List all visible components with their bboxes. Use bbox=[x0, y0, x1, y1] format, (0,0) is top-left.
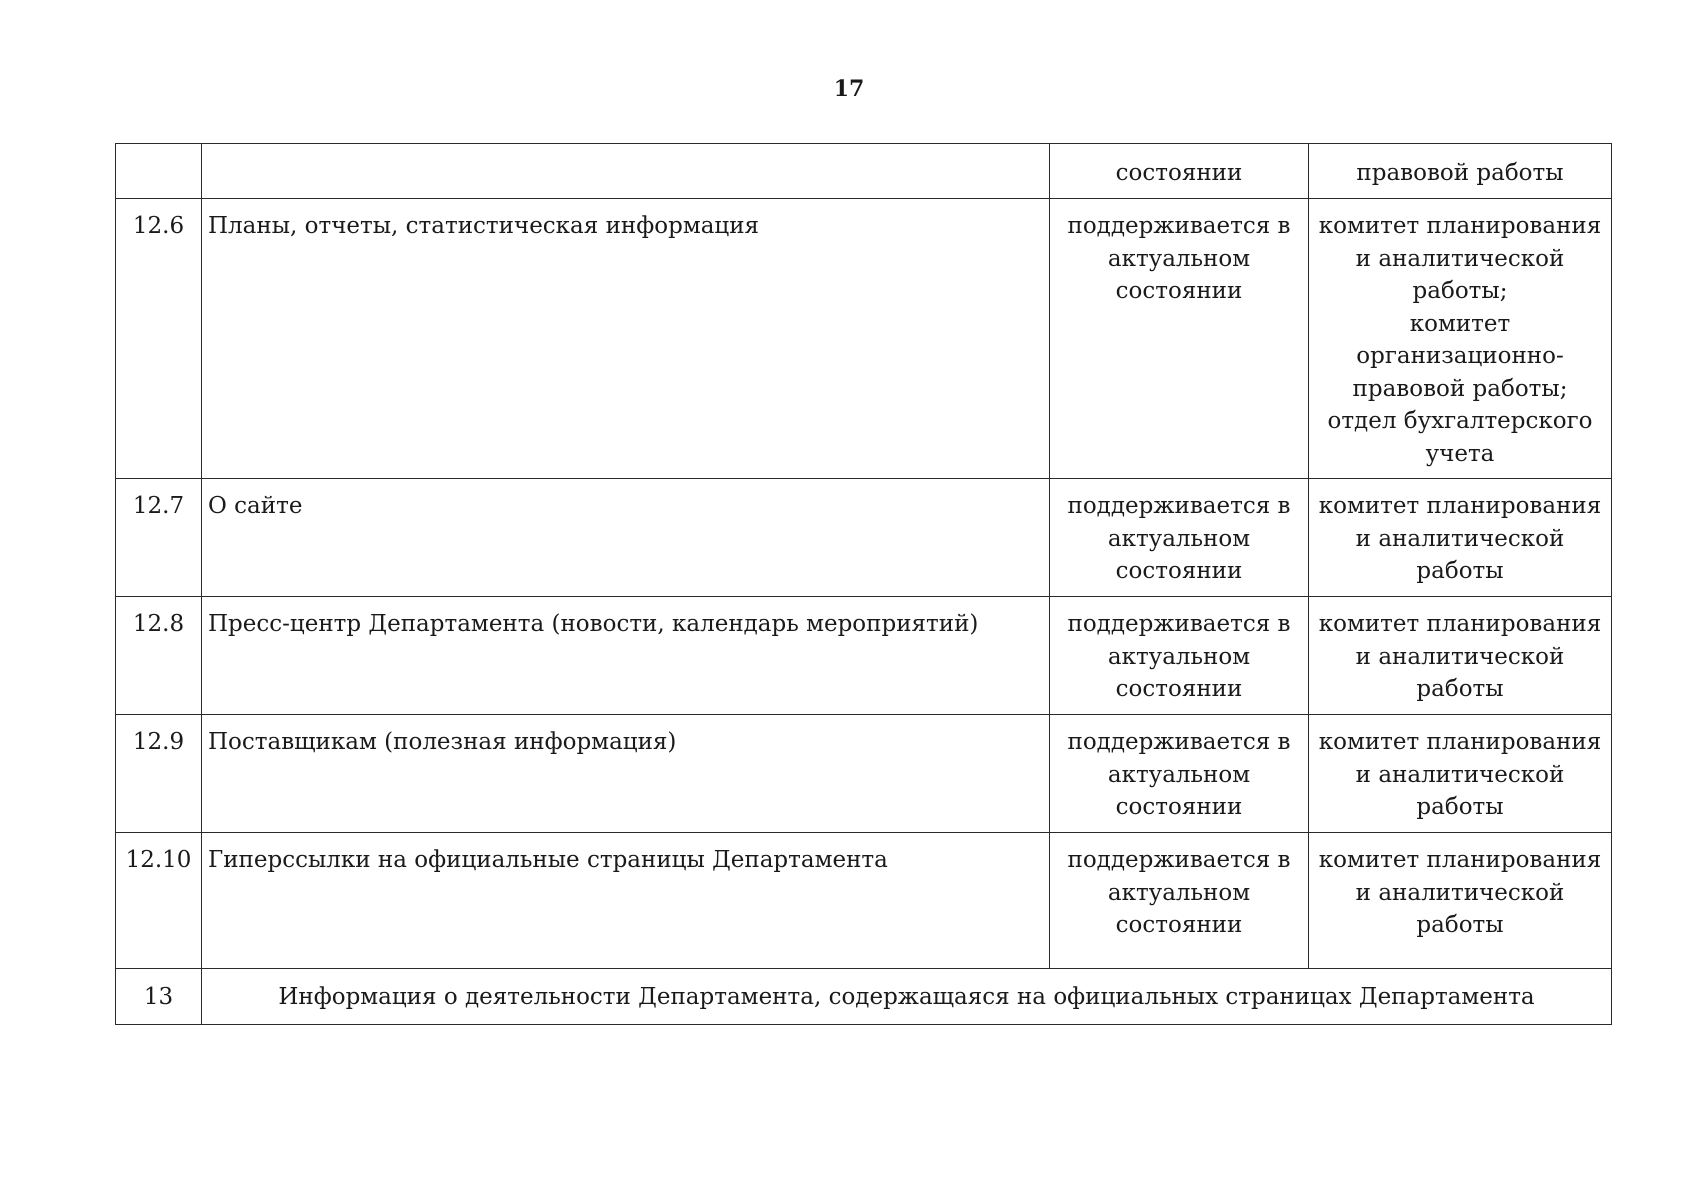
responsible-line: учета bbox=[1425, 440, 1495, 467]
row-title-cell: О сайте bbox=[202, 479, 1050, 597]
row-number-cell: 12.6 bbox=[116, 199, 202, 479]
responsible-line: работы bbox=[1416, 912, 1504, 938]
page-number: 17 bbox=[833, 76, 865, 102]
section-number-cell: 13 bbox=[116, 969, 202, 1025]
document-table bbox=[115, 143, 1612, 1025]
row-status-cell: поддерживается в актуальном состоянии bbox=[1050, 199, 1309, 479]
responsible-line: комитет планирования bbox=[1318, 493, 1602, 519]
row-number-cell: 12.8 bbox=[116, 597, 202, 715]
table-row bbox=[116, 199, 1612, 479]
responsible-line: работы bbox=[1416, 676, 1504, 702]
responsible-line: работы bbox=[1416, 794, 1504, 820]
responsible-line: комитет планирования bbox=[1318, 611, 1602, 637]
row-number-cell: 12.10 bbox=[116, 833, 202, 969]
table-row bbox=[116, 597, 1612, 715]
row-number-cell: 12.9 bbox=[116, 715, 202, 833]
section-row bbox=[116, 969, 1612, 1025]
row-responsible-cell: правовой работы bbox=[1309, 144, 1612, 199]
row-responsible-cell bbox=[1309, 833, 1612, 969]
responsible-line: отдел бухгалтерского bbox=[1327, 408, 1593, 434]
section-title-cell: Информация о деятельности Департамента, содержащаяся на официальных страницах Департамента bbox=[202, 969, 1612, 1025]
row-number-cell bbox=[116, 144, 202, 199]
row-responsible-cell bbox=[1309, 715, 1612, 833]
row-responsible-cell bbox=[1309, 199, 1612, 479]
responsible-line: и аналитической bbox=[1355, 643, 1565, 670]
row-status-cell: состоянии bbox=[1050, 144, 1309, 199]
table-row bbox=[116, 479, 1612, 597]
responsible-line: работы; bbox=[1412, 278, 1508, 304]
row-title-cell: Планы, отчеты, статистическая информация bbox=[202, 199, 1050, 479]
responsible-line: и аналитической bbox=[1355, 525, 1565, 552]
row-title-cell: Гиперссылки на официальные страницы Департамента bbox=[202, 833, 1050, 969]
row-status-cell: поддерживается в актуальном состоянии bbox=[1050, 715, 1309, 833]
row-responsible-cell bbox=[1309, 597, 1612, 715]
table-row bbox=[116, 715, 1612, 833]
row-title-cell: Пресс-центр Департамента (новости, календарь мероприятий) bbox=[202, 597, 1050, 715]
responsible-line: комитет планирования bbox=[1318, 847, 1602, 873]
responsible-line: комитет планирования bbox=[1318, 729, 1602, 755]
responsible-line: и аналитической bbox=[1355, 761, 1565, 788]
responsible-line: организационно- bbox=[1356, 343, 1564, 369]
table-row-continuation bbox=[116, 144, 1612, 199]
responsible-line: правовой работы; bbox=[1352, 375, 1568, 402]
table-row bbox=[116, 833, 1612, 969]
row-number-cell: 12.7 bbox=[116, 479, 202, 597]
responsible-line: и аналитической bbox=[1355, 245, 1565, 272]
row-responsible-cell bbox=[1309, 479, 1612, 597]
responsible-line: работы bbox=[1416, 558, 1504, 584]
row-title-cell: Поставщикам (полезная информация) bbox=[202, 715, 1050, 833]
responsible-line: комитет bbox=[1409, 310, 1511, 337]
responsible-line: и аналитической bbox=[1355, 879, 1565, 906]
row-status-cell: поддерживается в актуальном состоянии bbox=[1050, 597, 1309, 715]
row-title-cell bbox=[202, 144, 1050, 199]
responsible-line: комитет планирования bbox=[1318, 213, 1602, 239]
row-status-cell: поддерживается в актуальном состоянии bbox=[1050, 833, 1309, 969]
row-status-cell: поддерживается в актуальном состоянии bbox=[1050, 479, 1309, 597]
